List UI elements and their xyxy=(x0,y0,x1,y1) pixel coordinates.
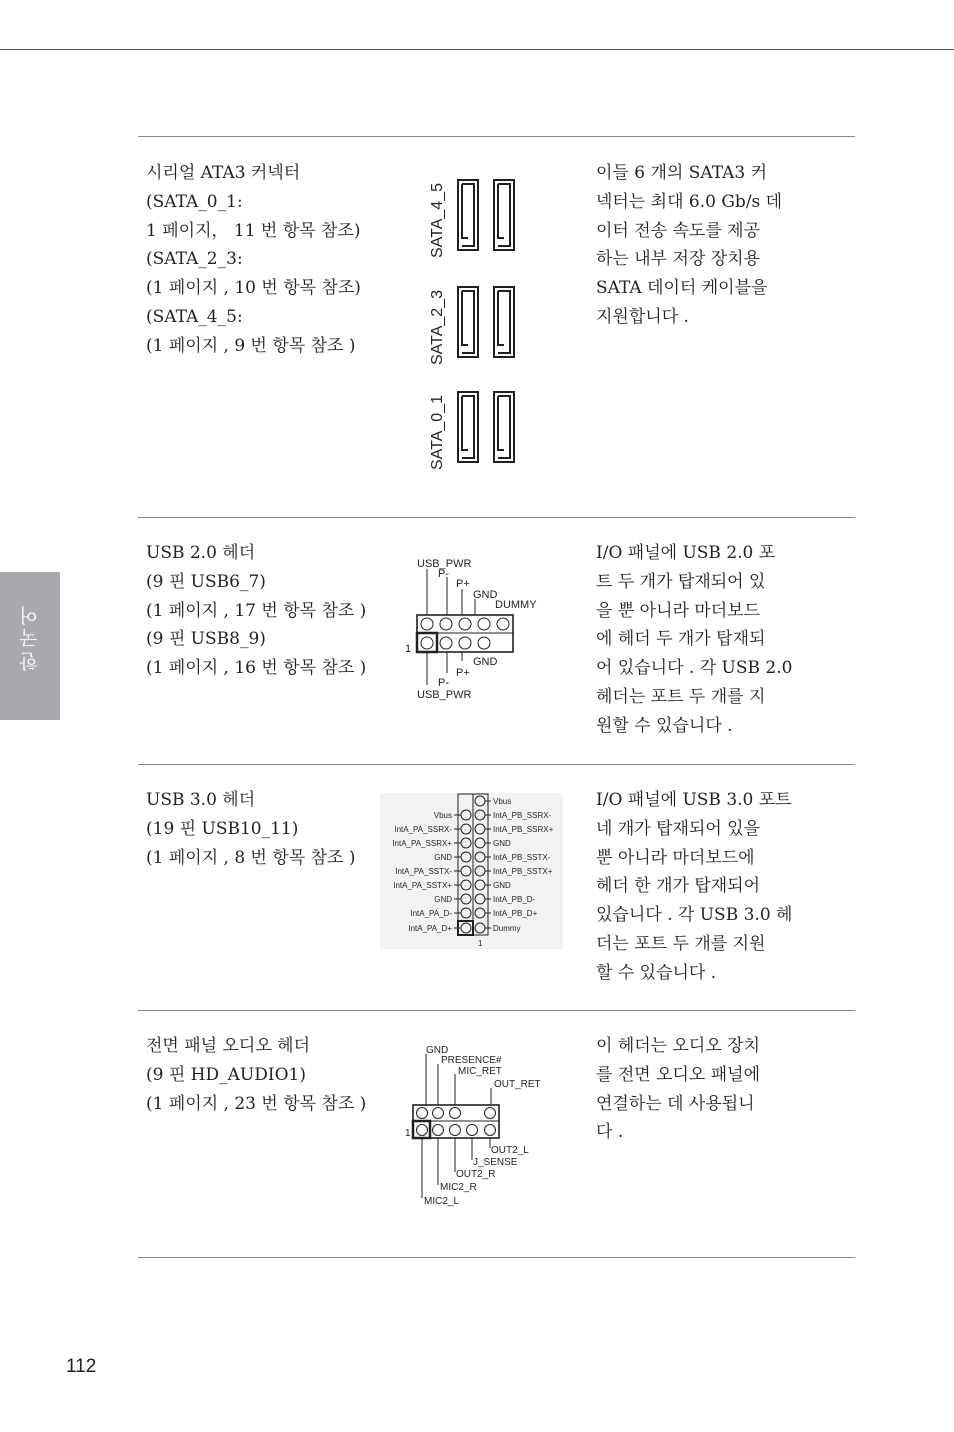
mic2-l-label: MIC2_L xyxy=(424,1196,460,1207)
j-sense-label: J_SENSE xyxy=(473,1157,518,1168)
text-line: 뿐 아니라 마더보드에 xyxy=(596,847,755,868)
text-line: (1 페이지 , 17 번 항목 참조 ) xyxy=(146,600,367,621)
pin-1-label: 1 xyxy=(478,939,483,948)
text-line: 다 . xyxy=(596,1122,624,1143)
presence-label: PRESENCE# xyxy=(441,1055,502,1066)
text-line: 트 두 개가 탑재되어 있 xyxy=(596,571,766,592)
audio-header-diagram xyxy=(400,1040,550,1212)
gnd-bottom-label: GND xyxy=(473,656,498,668)
usb3-description-right xyxy=(596,786,796,988)
out-ret-label: OUT_RET xyxy=(494,1079,541,1090)
pin-label: Dummy xyxy=(493,924,521,933)
usb3-header-diagram xyxy=(380,793,563,949)
text-line: 원할 수 있습니다 . xyxy=(596,715,733,736)
out2-r-label: OUT2_R xyxy=(456,1169,496,1180)
text-line: (1 페이지 , 10 번 항목 참조) xyxy=(146,278,361,299)
sata-description-left xyxy=(146,159,396,361)
section-divider xyxy=(138,1010,855,1011)
text-line: 더는 포트 두 개를 지원 xyxy=(596,933,766,954)
sata-0-1-label: SATA_0_1 xyxy=(429,394,446,470)
usb3-description-left xyxy=(146,786,396,872)
text-line: 을 뿐 아니라 마더보드 xyxy=(596,600,761,621)
p-plus-bottom-label: P+ xyxy=(456,667,470,679)
p-minus-bottom-label: P- xyxy=(438,677,449,689)
text-line: 지원합니다 . xyxy=(596,306,689,327)
page-number: 112 xyxy=(66,1356,97,1377)
text-line: (1 페이지 , 8 번 항목 참조 ) xyxy=(146,847,356,868)
p-minus-label: P- xyxy=(438,568,449,580)
mic-ret-label: MIC_RET xyxy=(458,1066,502,1077)
text-line: 할 수 있습니다 . xyxy=(596,962,717,983)
gnd-label: GND xyxy=(473,589,498,601)
side-tab-label: 한국어 xyxy=(19,602,41,671)
usb2-description-right xyxy=(596,539,796,741)
pin-label: Vbus xyxy=(433,811,452,820)
text-line: 전면 패널 오디오 헤더 xyxy=(146,1036,311,1056)
text-line: 헤더는 포트 두 개를 지 xyxy=(596,686,766,707)
usb-pwr-bottom-label: USB_PWR xyxy=(417,689,472,701)
audio-description-right xyxy=(596,1032,796,1147)
pin-label: IntA_PA_D- xyxy=(410,909,452,918)
text-line: (9 핀 USB6_7) xyxy=(146,571,266,592)
text-line: 이터 전송 속도를 제공 xyxy=(596,220,761,241)
pin-label: IntA_PA_D+ xyxy=(408,924,452,933)
sata-description-right xyxy=(596,159,796,332)
text-line: 어 있습니다 . 각 USB 2.0 xyxy=(596,658,793,679)
pin-label: IntA_PB_D- xyxy=(493,895,536,904)
pin-label: IntA_PA_SSRX- xyxy=(394,825,452,834)
pin-label: IntA_PB_D+ xyxy=(493,909,538,918)
text-line: (1 페이지 , 16 번 항목 참조 ) xyxy=(146,658,367,679)
pin-label: IntA_PA_SSTX+ xyxy=(393,881,452,890)
section-divider xyxy=(138,136,855,137)
pin-label: IntA_PA_SSRX+ xyxy=(392,839,452,848)
text-line: (19 핀 USB10_11) xyxy=(146,818,299,839)
pin-label: IntA_PB_SSTX+ xyxy=(493,867,553,876)
top-rule xyxy=(0,49,954,50)
text-line: SATA 데이터 케이블을 xyxy=(596,278,768,299)
gnd-label: GND xyxy=(426,1045,449,1056)
text-line: I/O 패널에 USB 2.0 포 xyxy=(596,543,776,563)
section-divider xyxy=(138,517,855,518)
language-side-tab xyxy=(0,572,60,720)
pin-label: IntA_PB_SSRX+ xyxy=(493,825,554,834)
audio-description-left xyxy=(146,1032,396,1118)
dummy-label: DUMMY xyxy=(495,599,537,611)
text-line: (SATA_0_1: xyxy=(146,191,243,212)
pin-1-label: 1 xyxy=(405,1128,411,1139)
text-line: (1 페이지 , 23 번 항목 참조 ) xyxy=(146,1093,367,1114)
text-line: (SATA_4_5: xyxy=(146,306,243,327)
text-line: I/O 패널에 USB 3.0 포트 xyxy=(596,790,792,810)
section-divider xyxy=(138,1257,855,1258)
text-line: 를 전면 오디오 패널에 xyxy=(596,1064,761,1085)
pin-label: Vbus xyxy=(493,797,512,806)
text-line: 이 헤더는 오디오 장치 xyxy=(596,1036,761,1056)
text-line: (9 핀 USB8_9) xyxy=(146,629,266,650)
text-line: (9 핀 HD_AUDIO1) xyxy=(146,1064,306,1085)
text-line: 1 페이지， 11 번 항목 참조) xyxy=(146,220,361,241)
text-line: 네 개가 탑재되어 있을 xyxy=(596,818,761,839)
mic2-r-label: MIC2_R xyxy=(440,1182,477,1193)
text-line: 하는 내부 저장 장치용 xyxy=(596,249,761,270)
pin-label: IntA_PB_SSRX- xyxy=(493,811,552,820)
text-line: (SATA_2_3: xyxy=(146,249,243,270)
pin-label: IntA_PA_SSTX- xyxy=(395,867,452,876)
text-line: (1 페이지 , 9 번 항목 참조 ) xyxy=(146,335,356,356)
text-line: 넥터는 최대 6.0 Gb/s 데 xyxy=(596,191,783,212)
text-line: USB 3.0 헤더 xyxy=(146,790,256,810)
pin-label: GND xyxy=(493,839,511,848)
text-line: 있습니다 . 각 USB 3.0 헤 xyxy=(596,905,793,926)
text-line: 헤더 한 개가 탑재되어 xyxy=(596,876,761,897)
out2-l-label: OUT2_L xyxy=(491,1145,529,1156)
pin-label: GND xyxy=(434,853,452,862)
text-line: USB 2.0 헤더 xyxy=(146,543,256,563)
pin-label: IntA_PB_SSTX- xyxy=(493,853,551,862)
usb2-header-diagram xyxy=(400,555,550,705)
text-line: 이들 6 개의 SATA3 커 xyxy=(596,163,768,183)
text-line: 에 헤더 두 개가 탑재되 xyxy=(596,629,766,650)
pin-label: GND xyxy=(493,881,511,890)
pin-1-label: 1 xyxy=(405,643,412,655)
section-divider xyxy=(138,764,855,765)
p-plus-label: P+ xyxy=(456,578,470,590)
sata-4-5-label: SATA_4_5 xyxy=(429,182,446,258)
sata-2-3-label: SATA_2_3 xyxy=(429,289,446,365)
sata-connector-diagram xyxy=(420,170,530,470)
text-line: 연결하는 데 사용됩니 xyxy=(596,1093,755,1114)
usb-pwr-top-label: USB_PWR xyxy=(417,558,472,570)
pin-label: GND xyxy=(434,895,452,904)
usb2-description-left xyxy=(146,539,396,683)
text-line: 시리얼 ATA3 커넥터 xyxy=(146,163,301,183)
